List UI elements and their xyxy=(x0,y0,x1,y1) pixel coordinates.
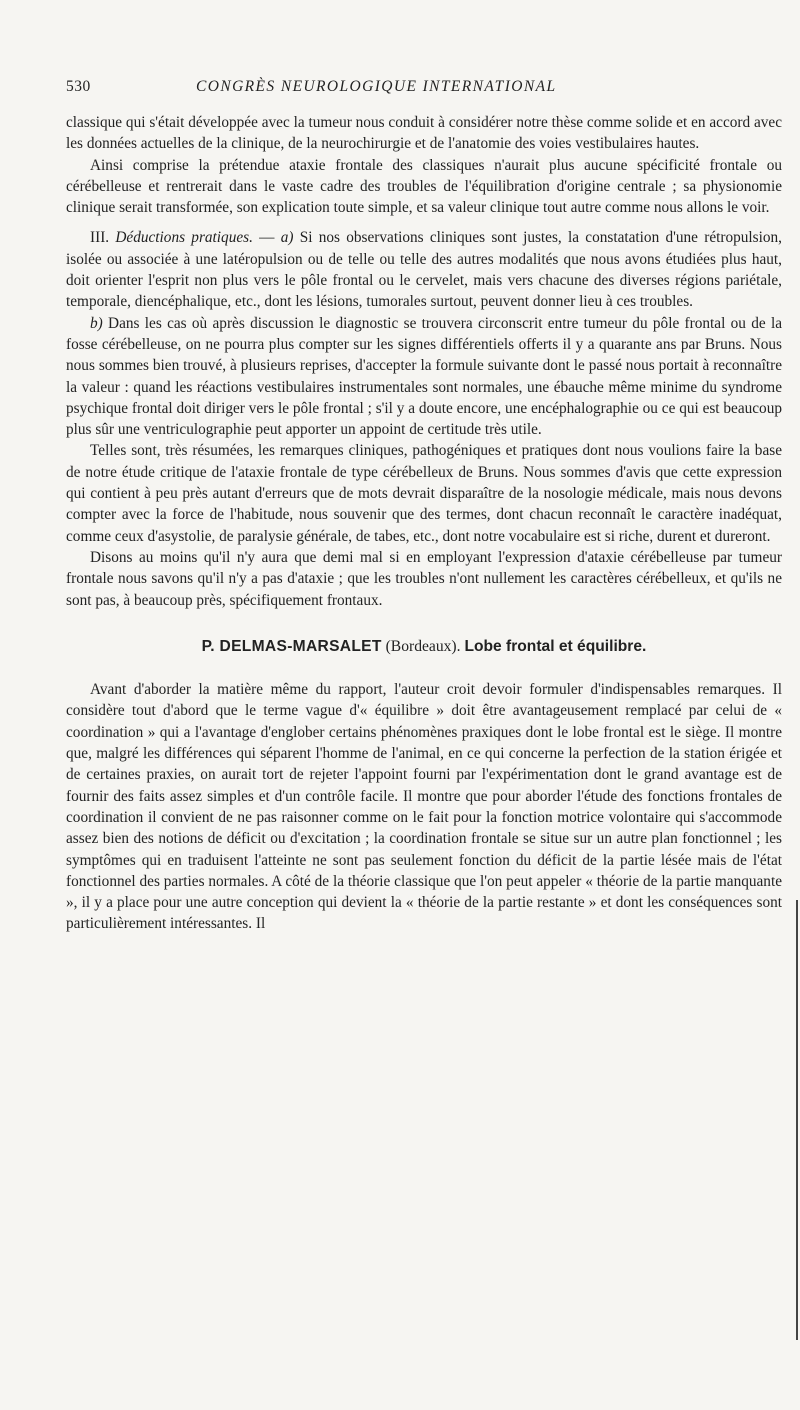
section-numeral: III. xyxy=(90,229,110,247)
paragraph-continuation: classique qui s'était développée avec la tumeur nous conduit à considérer notre thèse comme solide et en accord avec les données actuelles de la clinique, de la neurochirurgie et de l'anatomie des voies vestibulaires hautes. xyxy=(66,114,782,153)
paragraph-text: Dans les cas où après discussion le diagnostic se trouvera circonscrit entre tumeur du pôle frontal ou de la fosse cérébelleuse, on ne pourra plus compter sur les signes différentiels offerts il y a quarante ans par Bruns. Nous nous sommes bien trouvé, à plusieurs reprises, d'accepter la formule suivante dont le passé nous portait à reconnaître la valeur : quand les réactions vestibulaires instrumentales sont normales, une ébauche même minime du syndrome psychique frontal doit diriger vers le pôle frontal ; s'il y a doute encore, une encéphalographie ou ce qui est beaucoup plus sûr une ventriculographie peut apporter un appoint de certitude très utile. xyxy=(66,314,782,439)
scan-edge-line xyxy=(796,900,798,1340)
section-heading xyxy=(66,636,782,657)
author-name: P. DELMAS-MARSALET xyxy=(201,637,382,655)
item-label: a) xyxy=(280,229,294,247)
page-body xyxy=(66,112,782,935)
running-title: CONGRÈS NEUROLOGIQUE INTERNATIONAL xyxy=(196,78,557,95)
paragraph: Ainsi comprise la prétendue ataxie frontale des classiques n'aurait plus aucune spécificité frontale ou cérébelleuse et rentrerait dans le vaste cadre des troubles de l'équilibration d'origine centrale ; sa physionomie clinique serait transformée, son explication toute simple, et sa valeur clinique tout autre comme nous allons le voir. xyxy=(66,156,782,217)
author-affiliation: (Bordeaux). xyxy=(381,637,465,655)
page-number: 530 xyxy=(66,78,91,95)
paragraph: Disons au moins qu'il n'y aura que demi mal si en employant l'expression d'ataxie cérébelleuse par tumeur frontale nous savons qu'il n'y a pas d'ataxie ; que les troubles n'ont nullement les caractères cérébelleux, et qu'ils ne sont pas, à beaucoup près, spécifiquement frontaux. xyxy=(66,548,782,609)
subsection-heading: Déductions pratiques. xyxy=(115,229,253,247)
section-title: Lobe frontal et équilibre. xyxy=(464,637,647,655)
paragraph-text: Si nos observations cliniques sont justes, la constatation d'une rétropulsion, isolée ou associée à une latéropulsion ou de telle ou telle des autres modalités que nous avons étudiées plus haut, doit orienter l'esprit non plus vers le pôle frontal ou le cervelet, mais vers chacune des diverses régions pariétale, temporale, diencéphalique, etc., dont les lésions, tumorales surtout, peuvent donner lieu à ces troubles. xyxy=(66,229,782,311)
paragraph-b xyxy=(66,313,782,441)
paragraph: Telles sont, très résumées, les remarques cliniques, pathogéniques et pratiques dont nous voulions faire la base de notre étude critique de l'ataxie frontale de type cérébelleux de Bruns. Nous sommes d'avis que cette expression qui contient à peu près autant d'erreurs que de mots devrait disparaître de la nosologie médicale, mais nous devons compter avec la force de l'habitude, nous souvenir que des termes, dont chacun reconnaît le caractère inadéquat, comme ceux d'asystolie, de paralysie générale, de tabes, etc., dont notre vocabulaire est si riche, durent et dureront. xyxy=(66,442,782,545)
dash: — xyxy=(252,229,281,247)
paragraph-deductions xyxy=(66,227,782,312)
page-header xyxy=(66,78,716,96)
paragraph: Avant d'aborder la matière même du rapport, l'auteur croit devoir formuler d'indispensables remarques. Il considère tout d'abord que le terme vague d'« équilibre » doit être avantageusement remplacé par celui de « coordination » qui a l'avantage d'englober certains phénomènes praxiques dont le lobe frontal est le siège. Il montre que, malgré les différences qui séparent l'homme de l'animal, en ce qui concerne la perfection de la station érigée et de certaines praxies, on aurait tort de rejeter l'appoint fourni par l'expérimentation dont le grand avantage est de fournir des faits assez simples et d'un contrôle facile. Il montre que pour aborder l'étude des fonctions frontales de coordination il convient de ne pas raisonner comme on le fait pour la fonction motrice volontaire qui s'accommode assez bien des notions de déficit ou d'excitation ; la coordination frontale se situe sur un autre plan fonctionnel ; les symptômes qui en traduisent l'atteinte ne sont pas seulement fonction du déficit de la partie lésée mais de l'état fonctionnel des parties normales. A côté de la théorie classique que l'on peut appeler « théorie de la partie manquante », il y a place pour une autre conception qui devient la « théorie de la partie restante » et dont les conséquences sont particulièrement intéressantes. Il xyxy=(66,681,782,933)
item-label: b) xyxy=(90,314,103,332)
